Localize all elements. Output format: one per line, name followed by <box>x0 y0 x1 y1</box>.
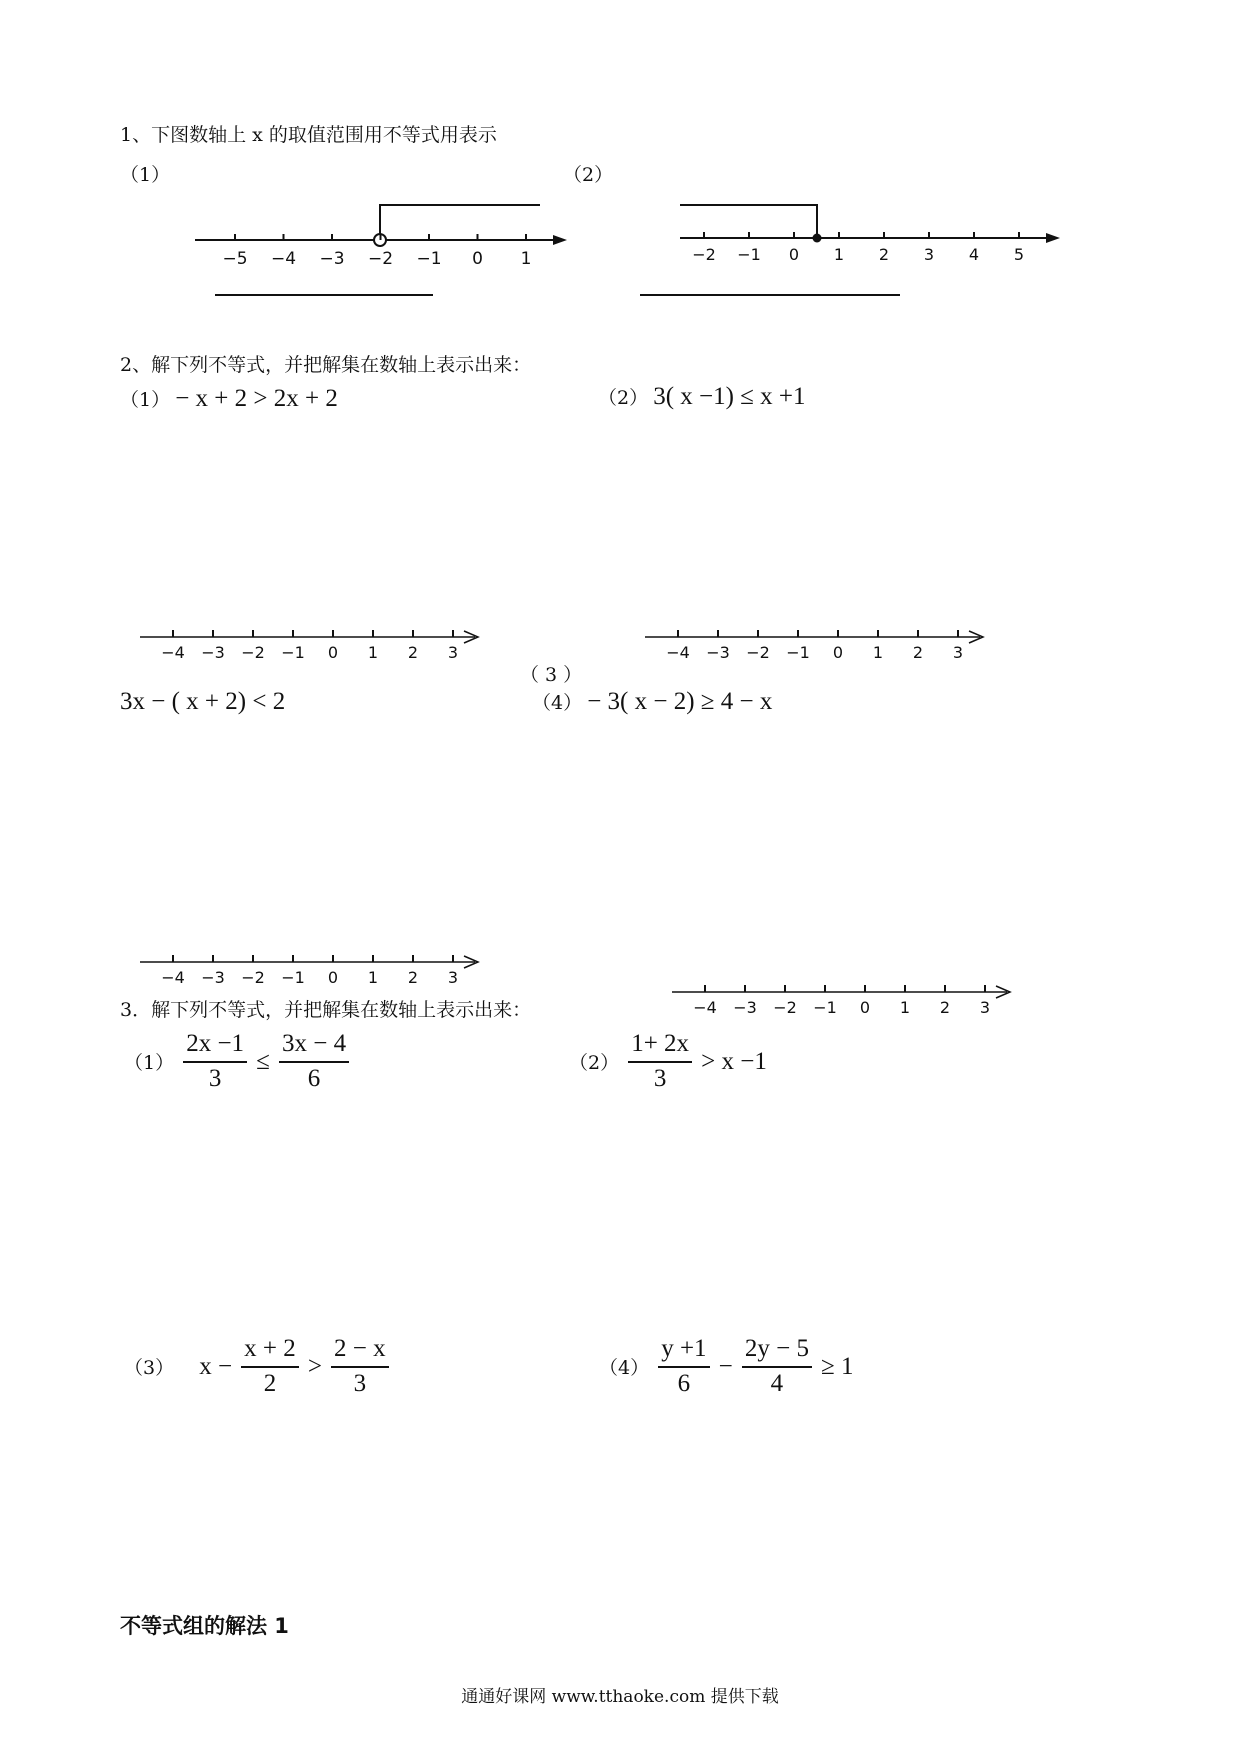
q1-title: 1、下图数轴上 x 的取值范围用不等式用表示 <box>120 124 497 146</box>
axis-tick-label: −2 <box>241 968 265 987</box>
section-heading: 不等式组的解法 1 <box>120 1614 289 1638</box>
axis-tick-label: −3 <box>201 968 225 987</box>
axis-tick-label: −1 <box>281 643 305 662</box>
axis-tick-label: 2 <box>407 968 419 987</box>
q2-sub4-label: （4） <box>532 692 583 714</box>
q3-e2-fraction <box>628 1030 692 1094</box>
q2-expr1: − x + 2 > 2x + 2 <box>175 385 338 412</box>
q1-number-line-1 <box>195 200 575 280</box>
axis-tick-label: −1 <box>786 643 810 662</box>
q3-e4-left-fraction <box>658 1335 709 1399</box>
q2-item1 <box>120 385 338 413</box>
q2-title: 2、解下列不等式，并把解集在数轴上表示出来： <box>120 354 532 376</box>
q1-sub2-label: （2） <box>563 164 614 186</box>
axis-tick-label: −4 <box>161 643 185 662</box>
axis-tick-label: 3 <box>447 643 459 662</box>
solution-ray <box>380 205 540 236</box>
axis-tick-label: −3 <box>201 643 225 662</box>
fraction-numerator: 2 − x <box>331 1335 389 1368</box>
fraction-numerator: 2x −1 <box>183 1030 247 1063</box>
q1-answer-line-1 <box>215 294 433 296</box>
axis-tick-label: −2 <box>692 245 716 264</box>
axis-tick-label: −4 <box>161 968 185 987</box>
axis-tick-label: −2 <box>773 998 797 1017</box>
axis-tick-label: −1 <box>416 249 442 269</box>
q3-e1-operator: ≤ <box>256 1047 270 1075</box>
fraction-numerator: 2y − 5 <box>742 1335 812 1368</box>
axis-tick-label: 0 <box>788 245 800 264</box>
q2-number-line-4 <box>672 975 1017 1020</box>
axis-tick-label: 3 <box>447 968 459 987</box>
q2-item4 <box>532 688 772 716</box>
q3-item1 <box>120 1030 349 1094</box>
q2-expr4: − 3( x − 2) ≥ 4 − x <box>587 688 773 715</box>
fraction-numerator: x + 2 <box>241 1335 299 1368</box>
axis-tick-label: 3 <box>979 998 991 1017</box>
q3-e3-left-fraction <box>241 1335 299 1399</box>
axis-tick-label: −1 <box>281 968 305 987</box>
axis-tick-label: −2 <box>367 249 394 269</box>
fraction-denominator: 4 <box>770 1369 784 1397</box>
q3-sub3-label: （3） <box>124 1357 175 1380</box>
q3-e1-right-fraction <box>279 1030 349 1094</box>
axis-tick-label: 1 <box>367 643 379 662</box>
axis-tick-label: −3 <box>706 643 730 662</box>
fraction-numerator: 1+ 2x <box>628 1030 692 1063</box>
q3-item4 <box>595 1335 858 1399</box>
fraction-denominator: 6 <box>307 1064 321 1092</box>
q2-number-line-2 <box>645 620 990 665</box>
q3-e4-operator: − <box>718 1352 733 1380</box>
axis-tick-label: 1 <box>367 968 379 987</box>
axis-tick-label: −2 <box>241 643 265 662</box>
axis-tick-label: −1 <box>813 998 837 1017</box>
q3-sub4-label: （4） <box>599 1357 650 1380</box>
q3-item3 <box>120 1335 389 1399</box>
q2-expr3: 3x − ( x + 2) < 2 <box>120 688 286 715</box>
fraction-numerator: 3x − 4 <box>279 1030 349 1063</box>
axis-tick-label: 1 <box>899 998 911 1017</box>
axis-tick-label: 2 <box>912 643 924 662</box>
axis-tick-label: −3 <box>733 998 757 1017</box>
axis-arrow <box>553 235 567 245</box>
q3-e4-right-fraction <box>742 1335 812 1399</box>
axis-tick-label: 2 <box>939 998 951 1017</box>
fraction-denominator: 3 <box>208 1064 222 1092</box>
q3-e1-left-fraction <box>183 1030 247 1094</box>
q1-sub1-label: （1） <box>120 164 171 186</box>
fraction-denominator: 2 <box>263 1369 277 1397</box>
axis-arrow <box>1046 233 1060 243</box>
q3-title: 3．解下列不等式，并把解集在数轴上表示出来： <box>120 999 532 1021</box>
axis-tick-label: 1 <box>520 249 532 269</box>
fraction-numerator: y +1 <box>658 1335 709 1368</box>
axis-tick-label: 2 <box>878 245 890 264</box>
axis-tick-label: 0 <box>859 998 871 1017</box>
q3-e3-right-fraction <box>331 1335 389 1399</box>
axis-tick-label: 0 <box>472 249 483 269</box>
q2-expr2: 3( x −1) ≤ x +1 <box>653 383 806 410</box>
q3-item2 <box>565 1030 771 1094</box>
axis-tick-label: 3 <box>952 643 964 662</box>
q1-number-line-2 <box>680 200 1070 270</box>
axis-tick-label: 1 <box>872 643 884 662</box>
axis-tick-label: 1 <box>833 245 845 264</box>
fraction-denominator: 3 <box>353 1369 367 1397</box>
q2-sub2-label: （2） <box>598 387 649 409</box>
axis-tick-label: −4 <box>270 249 297 269</box>
axis-tick-label: 0 <box>327 968 339 987</box>
axis-tick-label: −4 <box>666 643 690 662</box>
q3-e2-rest: > x −1 <box>701 1047 767 1075</box>
q2-number-line-1 <box>140 620 485 665</box>
axis-tick-label: −3 <box>319 249 345 269</box>
page-footer: 通通好课网 www.tthaoke.com 提供下载 <box>461 1687 779 1707</box>
axis-tick-label: −1 <box>737 245 761 264</box>
q2-sub1-label: （1） <box>120 389 171 411</box>
fraction-denominator: 6 <box>677 1369 691 1397</box>
q2-item2 <box>598 383 806 411</box>
axis-tick-label: −5 <box>222 249 248 269</box>
q3-sub2-label: （2） <box>569 1052 620 1075</box>
q1-answer-line-2 <box>640 294 900 296</box>
axis-tick-label: 5 <box>1013 245 1025 264</box>
q3-e3-lead: x − <box>199 1352 233 1380</box>
closed-endpoint <box>813 234 822 243</box>
q3-e4-rest: ≥ 1 <box>821 1352 854 1380</box>
axis-tick-label: 0 <box>327 643 339 662</box>
q2-sub3-label: （ 3 ） <box>520 664 583 686</box>
q3-sub1-label: （1） <box>124 1052 175 1075</box>
axis-tick-label: 0 <box>832 643 844 662</box>
q3-e3-operator: > <box>307 1352 322 1380</box>
axis-tick-label: −4 <box>693 998 717 1017</box>
axis-tick-label: 3 <box>923 245 935 264</box>
fraction-denominator: 3 <box>653 1064 667 1092</box>
axis-tick-label: 2 <box>407 643 419 662</box>
axis-tick-label: −2 <box>746 643 770 662</box>
q2-number-line-3 <box>140 945 485 990</box>
axis-tick-label: 4 <box>968 245 980 264</box>
